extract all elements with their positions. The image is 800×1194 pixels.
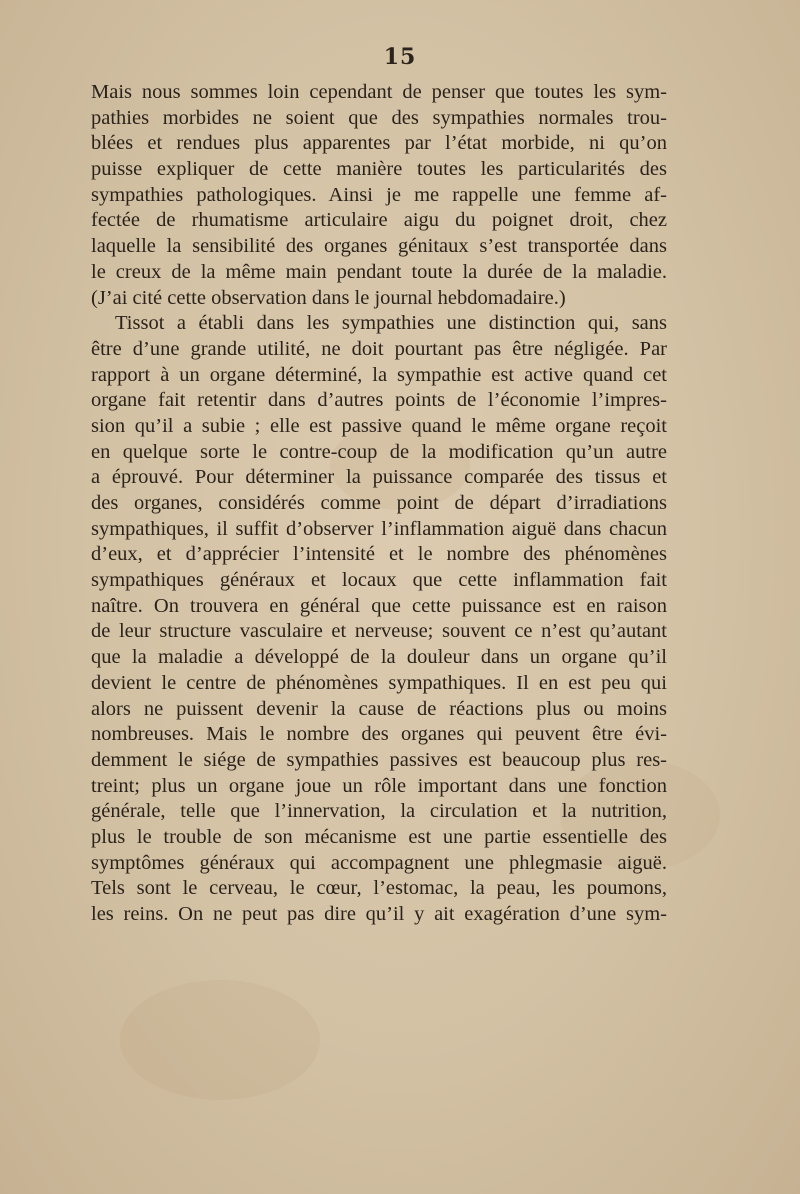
text-line: naître. On trouvera en général que cette puissance est en raison — [91, 594, 667, 617]
text-line: a éprouvé. Pour déterminer la puissance comparée des tissus et — [91, 466, 667, 489]
text-line: Mais nous sommes loin cependant de penser que toutes les sym- — [91, 81, 667, 103]
text-line: organe fait retentir dans d’autres points de l’économie l’impres- — [91, 389, 667, 412]
text-line: laquelle la sensibilité des organes génitaux s’est transportée dans — [91, 235, 667, 258]
text-line: générale, telle que l’innervation, la circulation et la nutrition, — [91, 800, 667, 823]
text-line: sion qu’il a subie ; elle est passive quand le même organe reçoit — [91, 414, 667, 437]
text-line: treint; plus un organe joue un rôle important dans une fonction — [91, 774, 667, 797]
body-text — [91, 80, 667, 928]
text-line: nombreuses. Mais le nombre des organes qui peuvent être évi- — [91, 723, 667, 746]
paper-stain — [120, 980, 320, 1100]
text-line: sympathiques, il suffit d’observer l’inflammation aiguë dans chacun — [91, 517, 667, 540]
text-line: pathies morbides ne soient que des sympathies normales trou- — [91, 106, 667, 129]
text-line: plus le trouble de son mécanisme est une partie essentielle des — [91, 825, 667, 848]
text-line: les reins. On ne peut pas dire qu’il y ait exagération d’une sym- — [91, 903, 667, 925]
text-line: demment le siége de sympathies passives est beaucoup plus res- — [91, 748, 667, 771]
text-line: fectée de rhumatisme articulaire aigu du poignet droit, chez — [91, 209, 667, 232]
text-line: rapport à un organe déterminé, la sympathie est active quand cet — [91, 363, 667, 386]
text-line: blées et rendues plus apparentes par l’état morbide, ni qu’on — [91, 132, 667, 155]
page-number: 15 — [383, 44, 417, 70]
text-line: symptômes généraux qui accompagnent une phlegmasie aiguë. — [91, 851, 667, 874]
text-line: de leur structure vasculaire et nerveuse; souvent ce n’est qu’autant — [91, 620, 667, 643]
text-line: (J’ai cité cette observation dans le journal hebdomadaire.) — [91, 286, 566, 309]
text-line: devient le centre de phénomènes sympathiques. Il en est peu qui — [91, 671, 667, 694]
text-line: en quelque sorte le contre-coup de la modification qu’un autre — [91, 440, 667, 463]
text-line: Tels sont le cerveau, le cœur, l’estomac, la peau, les poumons, — [91, 877, 667, 900]
text-line: être d’une grande utilité, ne doit pourtant pas être négligée. Par — [91, 337, 667, 360]
text-line: Tissot a établi dans les sympathies une distinction qui, sans — [115, 312, 667, 335]
text-line: alors ne puissent devenir la cause de réactions plus ou moins — [91, 697, 667, 720]
text-line: que la maladie a développé de la douleur dans un organe qu’il — [91, 646, 667, 669]
text-line: le creux de la même main pendant toute la durée de la maladie. — [91, 260, 667, 283]
text-line: des organes, considérés comme point de départ d’irradiations — [91, 492, 667, 514]
text-line: sympathies pathologiques. Ainsi je me rappelle une femme af- — [91, 183, 667, 206]
text-line: d’eux, et d’apprécier l’intensité et le nombre des phénomènes — [91, 543, 667, 566]
text-line: sympathiques généraux et locaux que cette inflammation fait — [91, 569, 667, 592]
text-line: puisse expliquer de cette manière toutes les particularités des — [91, 158, 667, 181]
